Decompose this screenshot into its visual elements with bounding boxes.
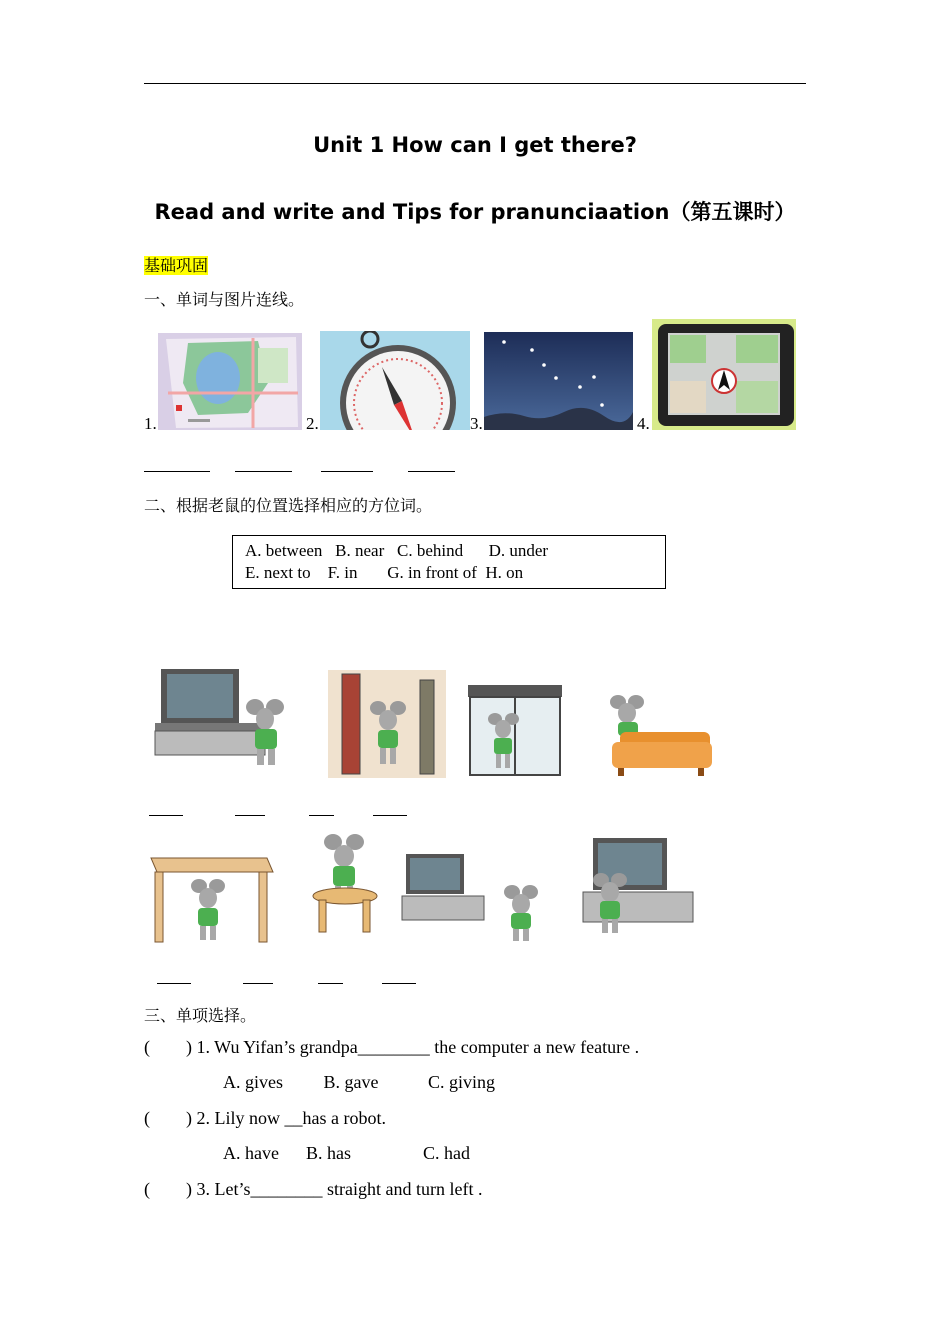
answer-blank-12[interactable] (382, 983, 416, 984)
answer-blank-11[interactable] (318, 983, 343, 984)
part2-heading: 二、根据老鼠的位置选择相应的方位词。 (144, 496, 433, 515)
section-label: 基础巩固 (144, 256, 209, 275)
options-box (232, 535, 666, 589)
item-number-2: 2. (306, 414, 319, 433)
question-2-options: A. have B. has C. had (223, 1143, 470, 1163)
part1-heading: 一、单词与图片连线。 (144, 290, 305, 309)
question-3-text: 3. Let’s________ straight and turn left . (196, 1179, 483, 1199)
mouse-under-table-picture (143, 852, 277, 944)
answer-blank-10[interactable] (243, 983, 273, 984)
mouse-in-front-of-tv-picture (567, 834, 704, 943)
item-number-4: 4. (637, 414, 650, 433)
star-picture (484, 332, 633, 430)
answer-blank-9[interactable] (157, 983, 191, 984)
question-2-paren[interactable]: ( ) (144, 1108, 192, 1128)
compass-picture (320, 331, 470, 430)
question-3-paren[interactable]: ( ) (144, 1179, 192, 1199)
header-rule (144, 83, 806, 84)
answer-blank-7[interactable] (309, 815, 334, 816)
answer-blank-3[interactable] (321, 471, 373, 472)
mouse-between-books-picture (328, 670, 446, 778)
question-1-paren[interactable]: ( ) (144, 1037, 192, 1057)
mouse-behind-sofa-picture (598, 692, 714, 778)
mouse-on-stool-picture (301, 832, 389, 935)
map-picture (158, 333, 302, 430)
part3-heading: 三、单项选择。 (144, 1006, 257, 1025)
page-title: Unit 1 How can I get there? (313, 133, 637, 157)
mouse-in-phone-booth-picture (460, 681, 570, 779)
mouse-next-to-tv-picture (145, 667, 305, 779)
item-number-1: 1. (144, 414, 157, 433)
answer-blank-1[interactable] (144, 471, 210, 472)
options-line-2: E. next to F. in G. in front of H. on (245, 563, 524, 582)
answer-blank-4[interactable] (408, 471, 455, 472)
item-number-3: 3. (470, 414, 483, 433)
page-subtitle: Read and write and Tips for pranunciaation（第五课时） (154, 200, 796, 224)
gps-picture (652, 319, 796, 430)
question-3 (144, 1179, 482, 1200)
answer-blank-6[interactable] (235, 815, 265, 816)
question-2-text: 2. Lily now __has a robot. (196, 1108, 386, 1128)
question-1 (144, 1037, 639, 1058)
options-line-1: A. between B. near C. behind D. under (245, 541, 549, 560)
mouse-near-tv-picture (400, 846, 550, 944)
question-1-options: A. gives B. gave C. giving (223, 1072, 495, 1092)
answer-blank-2[interactable] (235, 471, 292, 472)
question-2 (144, 1108, 386, 1129)
answer-blank-5[interactable] (149, 815, 183, 816)
question-1-text: 1. Wu Yifan’s grandpa________ the computer a new feature . (196, 1037, 640, 1057)
answer-blank-8[interactable] (373, 815, 407, 816)
